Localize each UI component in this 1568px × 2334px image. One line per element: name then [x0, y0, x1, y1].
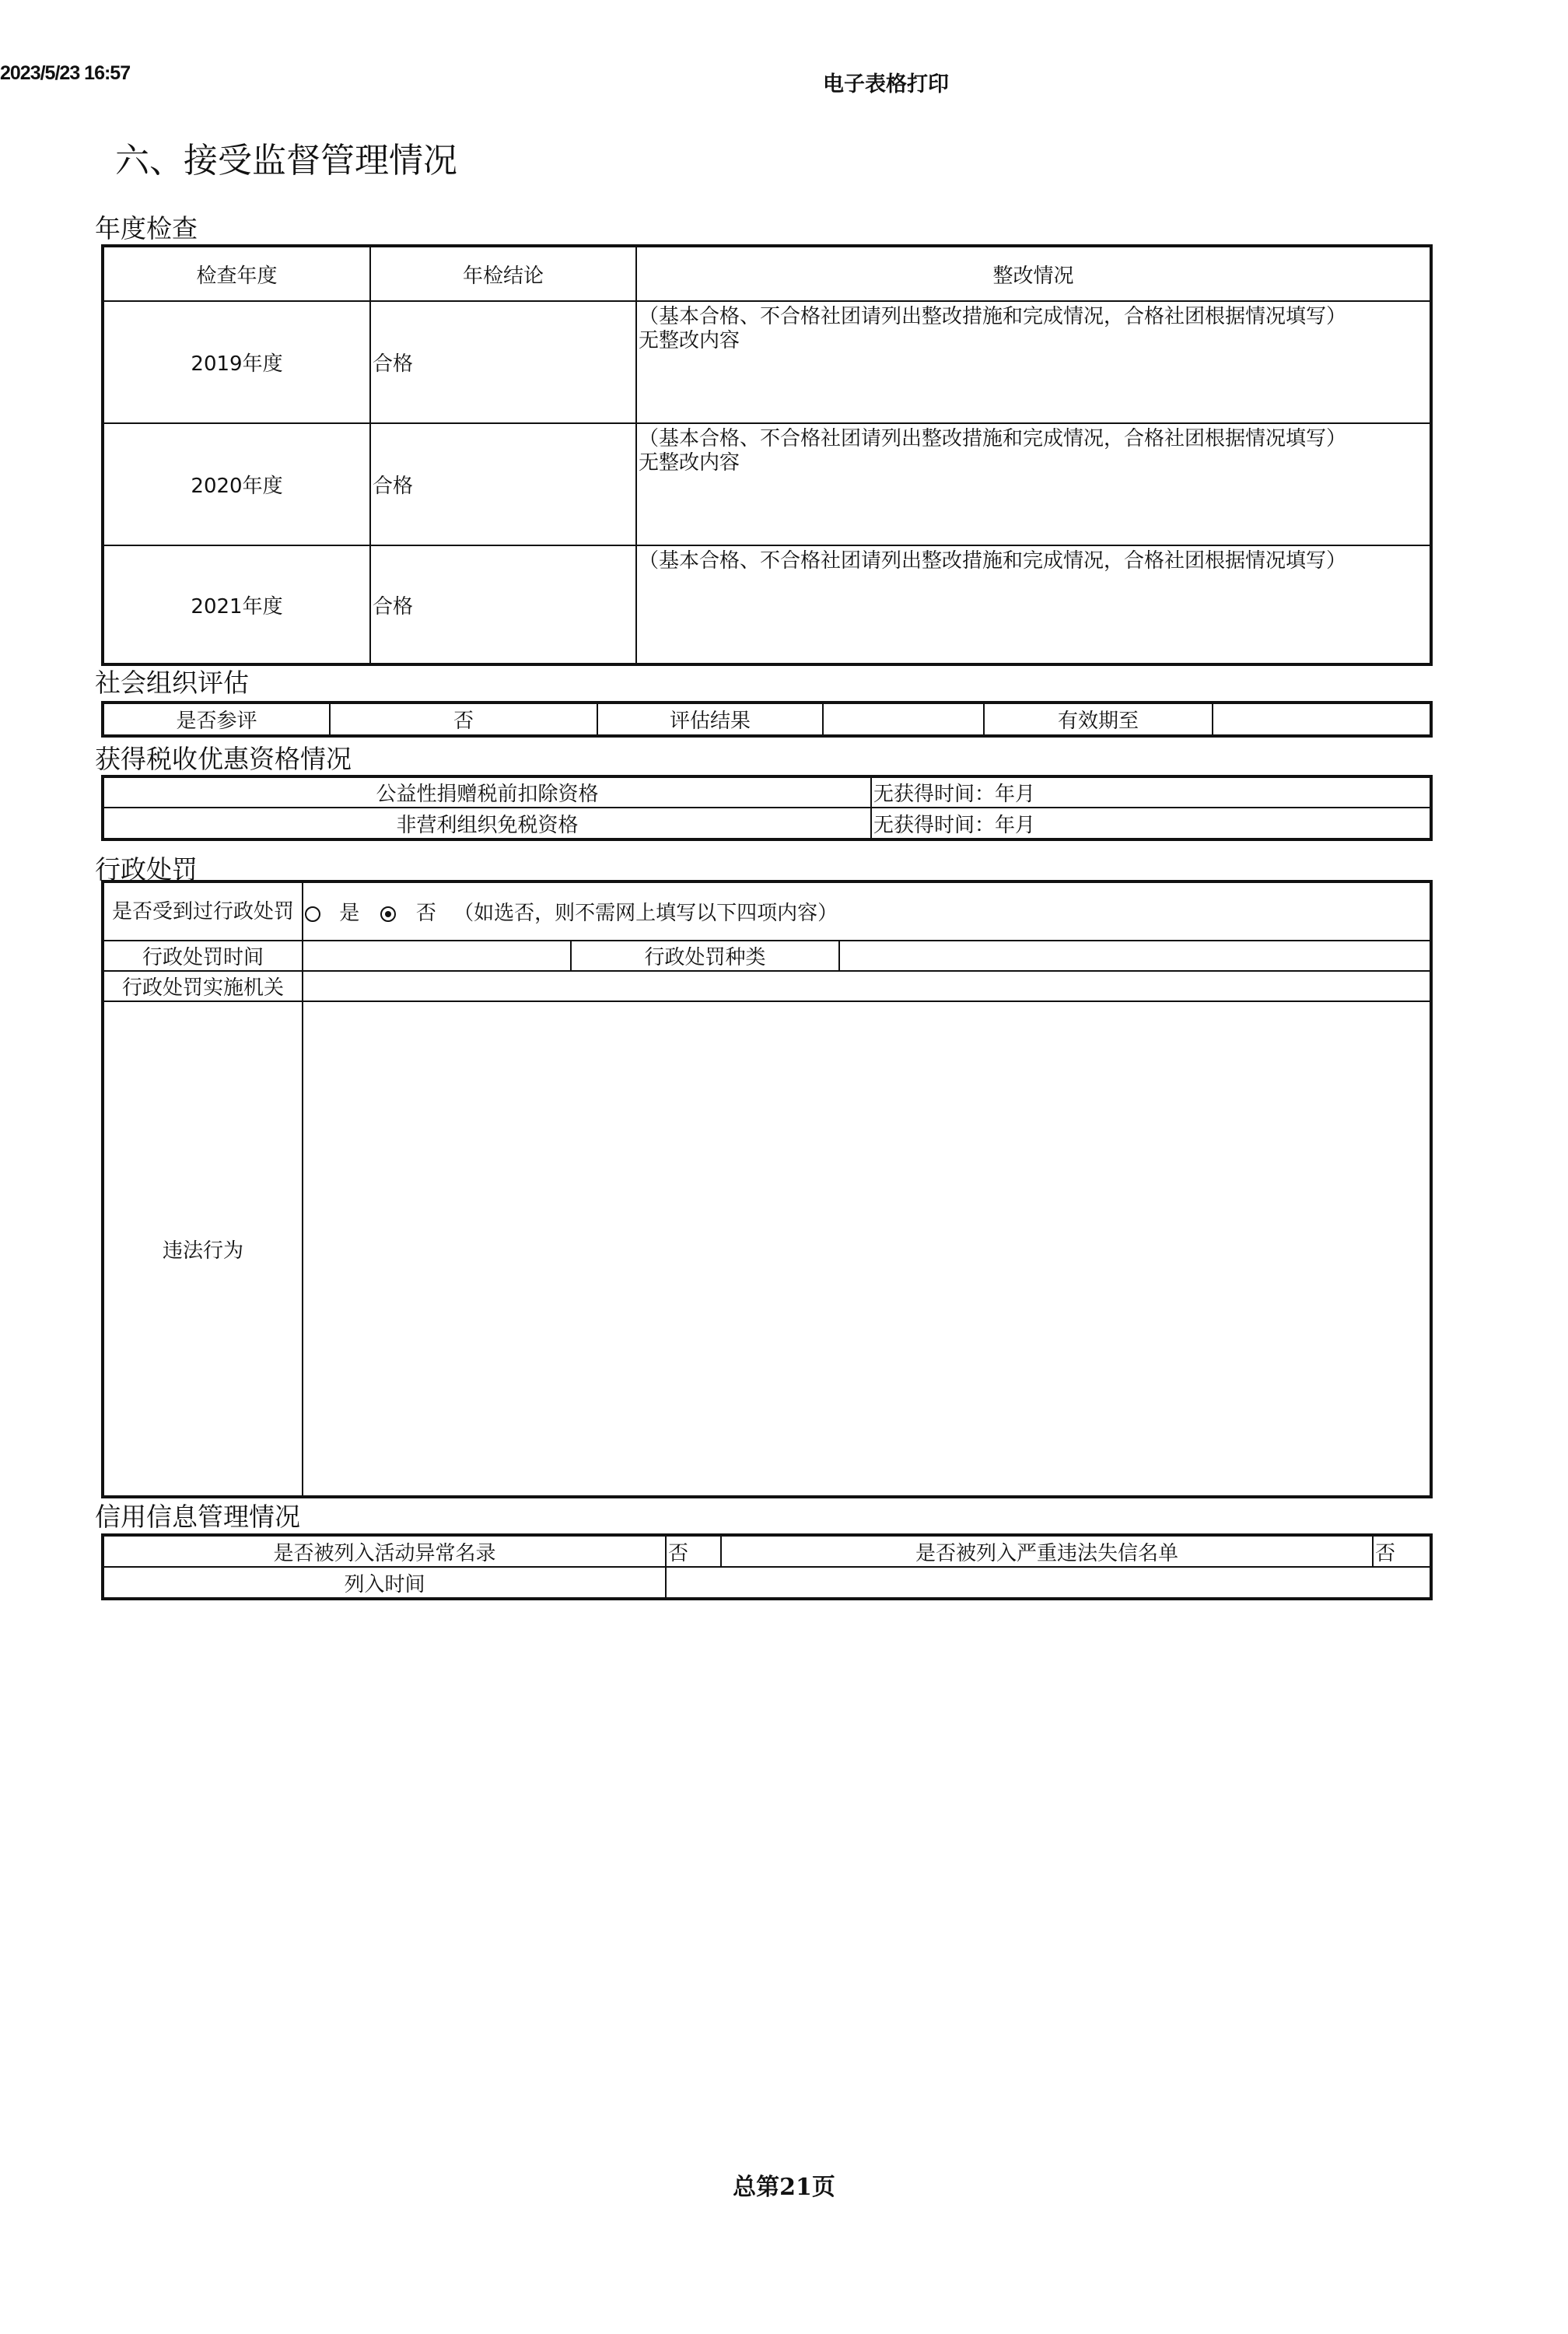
penalty-received-label: 是否受到过行政处罚: [103, 882, 303, 941]
table-row: [103, 808, 1430, 839]
inspection-year: 2019年度: [103, 301, 370, 423]
table-row: [103, 423, 1430, 545]
abnormal-list-label: 是否被列入活动异常名录: [103, 1536, 666, 1567]
inspection-year: 2021年度: [103, 545, 370, 664]
result-label: 评估结果: [597, 703, 823, 735]
penalty-time-label: 行政处罚时间: [103, 941, 303, 971]
rectification-cell: [636, 545, 1430, 664]
violation-value: [303, 1001, 1430, 1496]
table-row: [103, 777, 1430, 808]
section-title: 六、接受监督管理情况: [115, 141, 457, 180]
rectification-note: （基本合格、不合格社团请列出整改措施和完成情况，合格社团根据情况填写）: [639, 427, 1347, 450]
valid-until-label: 有效期至: [984, 703, 1213, 735]
rectification-note: （基本合格、不合格社团请列出整改措施和完成情况，合格社团根据情况填写）: [639, 549, 1347, 573]
table-row: [103, 882, 1430, 941]
penalty-received-options: [303, 882, 1430, 941]
tax-exempt-value: 无获得时间：年月: [871, 808, 1430, 839]
tax-deduction-value: 无获得时间：年月: [871, 777, 1430, 808]
option-yes-label: 是: [339, 902, 360, 925]
table-row: [103, 1567, 1430, 1598]
col-header-year: 检查年度: [103, 247, 370, 301]
table-row: [103, 545, 1430, 664]
table-header-row: [103, 247, 1430, 301]
rectification-content: 无整改内容: [639, 329, 740, 352]
listed-time-value: [666, 1567, 1430, 1598]
penalty-table: [103, 881, 1431, 1497]
participated-label: 是否参评: [103, 703, 330, 735]
inspection-conclusion: 合格: [370, 545, 636, 664]
table-row: [103, 971, 1430, 1001]
result-value: [823, 703, 984, 735]
radio-yes[interactable]: [305, 906, 320, 922]
table-row: [103, 301, 1430, 423]
tax-deduction-label: 公益性捐赠税前扣除资格: [103, 777, 871, 808]
tax-exempt-label: 非营利组织免税资格: [103, 808, 871, 839]
violation-label: 违法行为: [103, 1001, 303, 1496]
table-row: [103, 703, 1430, 735]
print-title: 电子表格打印: [823, 72, 949, 96]
penalty-authority-value: [303, 971, 1430, 1001]
annual-inspection-title: 年度检查: [95, 213, 198, 244]
valid-until-value: [1213, 703, 1430, 735]
blacklist-value: 否: [1373, 1536, 1430, 1567]
inspection-year: 2020年度: [103, 423, 370, 545]
rectification-note: （基本合格、不合格社团请列出整改措施和完成情况，合格社团根据情况填写）: [639, 305, 1347, 328]
listed-time-label: 列入时间: [103, 1567, 666, 1598]
print-timestamp: 2023/5/23 16:57: [0, 62, 131, 84]
blacklist-label: 是否被列入严重违法失信名单: [721, 1536, 1373, 1567]
rectification-cell: [636, 301, 1430, 423]
inspection-conclusion: 合格: [370, 423, 636, 545]
penalty-title: 行政处罚: [95, 854, 198, 885]
evaluation-table: [103, 703, 1431, 736]
penalty-type-value: [839, 941, 1430, 971]
col-header-conclusion: 年检结论: [370, 247, 636, 301]
credit-table: [103, 1535, 1431, 1599]
inspection-conclusion: 合格: [370, 301, 636, 423]
radio-no-selected[interactable]: [380, 906, 396, 922]
penalty-type-label: 行政处罚种类: [571, 941, 839, 971]
abnormal-list-value: 否: [666, 1536, 721, 1567]
table-row: [103, 941, 1430, 971]
penalty-time-value: [303, 941, 571, 971]
page-number: 总第21页: [733, 2174, 835, 2201]
option-no-label: 否: [415, 902, 436, 925]
rectification-content: 无整改内容: [639, 451, 740, 475]
col-header-rectification: 整改情况: [636, 247, 1430, 301]
tax-table: [103, 776, 1431, 839]
participated-value: 否: [330, 703, 597, 735]
annual-inspection-table: [103, 246, 1431, 664]
credit-title: 信用信息管理情况: [95, 1502, 300, 1532]
evaluation-title: 社会组织评估: [95, 668, 249, 698]
penalty-authority-label: 行政处罚实施机关: [103, 971, 303, 1001]
rectification-cell: [636, 423, 1430, 545]
penalty-hint: （如选否，则不需网上填写以下四项内容）: [453, 902, 838, 925]
tax-title: 获得税收优惠资格情况: [95, 744, 352, 774]
table-row: [103, 1001, 1430, 1496]
table-row: [103, 1536, 1430, 1567]
